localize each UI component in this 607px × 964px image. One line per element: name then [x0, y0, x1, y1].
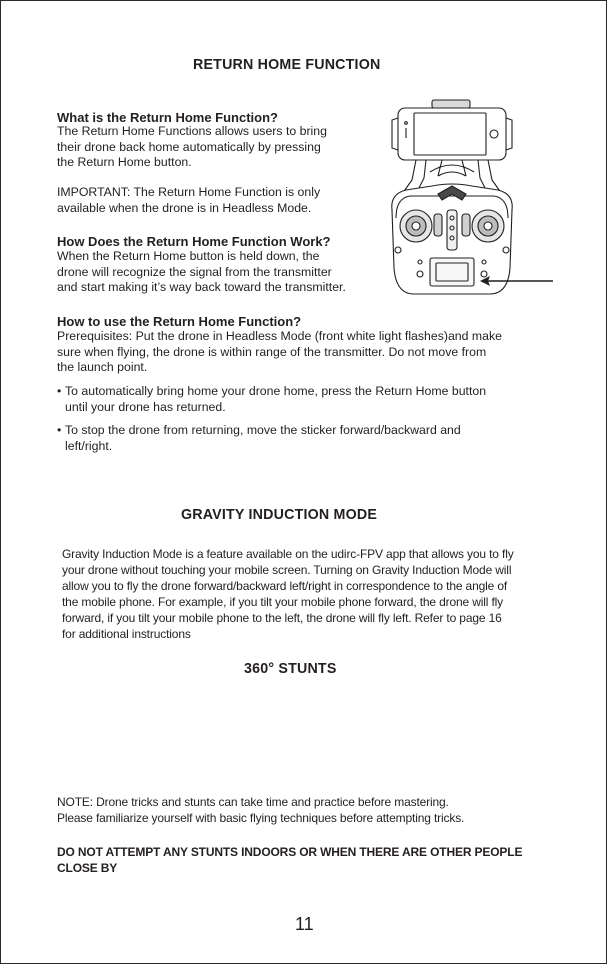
stunts-note: NOTE: Drone tricks and stunts can take time and practice before mastering. Please familiarize yourself with basic flying techniques before attempting tricks. — [57, 795, 465, 825]
bullet-item-stop-returning: • To stop the drone from returning, move the sticker forward/backward and left/right. — [57, 423, 461, 453]
question-how-to-use: How to use the Return Home Function? — [57, 314, 302, 329]
how-does-paragraph: When the Return Home button is held down, the drone will recognize the signal from the transmitter and start making it’s way back toward the transmitter. — [57, 249, 346, 294]
bullet-icon: • — [57, 384, 62, 398]
transmitter-with-phone-illustration — [386, 98, 556, 300]
arrow-left-icon — [479, 275, 554, 287]
bullet-icon: • — [57, 423, 62, 437]
what-is-paragraph: The Return Home Functions allows users to bring their drone back home automatically by pressing the Return Home button. — [57, 124, 327, 169]
gravity-induction-heading: GRAVITY INDUCTION MODE — [181, 506, 378, 523]
page-number: 11 — [295, 914, 314, 934]
question-how-does: How Does the Return Home Function Work? — [57, 234, 331, 249]
stunts-warning: DO NOT ATTEMPT ANY STUNTS INDOORS OR WHEN THERE ARE OTHER PEOPLE CLOSE BY — [57, 845, 523, 875]
important-note: IMPORTANT: The Return Home Function is only available when the drone is in Headless Mode. — [57, 185, 321, 215]
return-home-heading: RETURN HOME FUNCTION — [193, 56, 381, 73]
stunts-heading: 360° STUNTS — [244, 660, 337, 677]
bullet-item-bring-home: • To automatically bring home your drone home, press the Return Home button until your drone has returned. — [57, 384, 487, 414]
prerequisites-paragraph: Prerequisites: Put the drone in Headless Mode (front white light flashes)and make sure when flying, the drone is within range of the transmitter. Do not move from the launch point. — [57, 329, 502, 374]
gravity-induction-paragraph: Gravity Induction Mode is a feature available on the udirc-FPV app that allows you to fly your drone without touching your mobile screen. Turning on Gravity Induction Mode will allow you to fly the drone forward/backward left/right in correspondence to the angle of the mobile phone. For example, if you tilt your mobile phone forward, the drone will fly forward, if you tilt your mobile phone to the left, the drone will fly left. Refer to page 16 for additional instructions — [62, 547, 514, 641]
question-what-is: What is the Return Home Function? — [57, 110, 278, 125]
